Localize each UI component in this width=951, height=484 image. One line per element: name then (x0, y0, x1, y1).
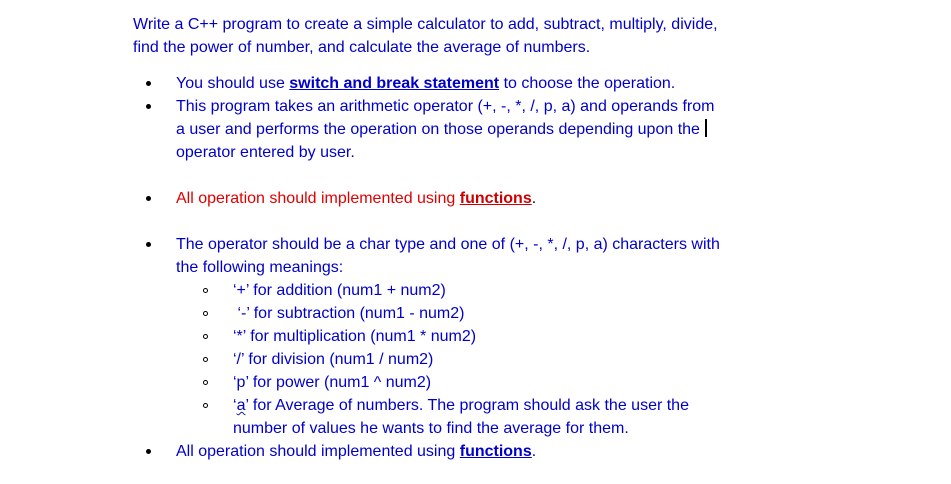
bullet-final-emphasis: functions (459, 443, 532, 460)
bullet-icon (146, 242, 151, 247)
operator-item-multiply (176, 325, 833, 348)
operator-item-subtract (176, 302, 833, 325)
intro-line-1: Write a C++ program to create a simple calculator to add, subtract, multiply, divide, (133, 16, 718, 33)
operator-text: ‘/’ for division (num1 / num2) (233, 351, 434, 368)
avg-letter: a (236, 397, 246, 414)
requirements-list (133, 72, 833, 463)
bullet-final-suffix: . (531, 443, 537, 460)
circle-bullet-icon (203, 311, 208, 316)
bullet-operator-line-1: The operator should be a char type and one of (+, -, *, /, p, a) characters with (176, 236, 720, 253)
operator-text: ‘-’ for subtraction (num1 - num2) (233, 305, 465, 322)
bullet-program-line-2: a user and performs the operation on those operands depending upon the (176, 121, 700, 138)
circle-bullet-icon (203, 380, 208, 385)
bullet-program (133, 95, 833, 164)
bullet-icon (146, 196, 151, 201)
bullet-operator-line-2: the following meanings: (176, 259, 344, 276)
bullet-operator-type (133, 233, 833, 440)
text-cursor (705, 119, 707, 137)
bullet-final-prefix: All operation should implemented using (176, 443, 460, 460)
bullet-functions-warning (133, 187, 833, 210)
circle-bullet-icon (203, 334, 208, 339)
circle-bullet-icon (203, 357, 208, 362)
intro-line-2: find the power of number, and calculate the average of numbers. (133, 39, 591, 56)
bullet-switch-emphasis: switch and break statement (289, 75, 500, 92)
bullet-functions-emphasis: functions (459, 190, 532, 207)
operator-item-add (176, 279, 833, 302)
bullet-program-line-3: operator entered by user. (176, 144, 355, 161)
avg-open-quote: ‘ (233, 397, 237, 414)
bullet-icon (146, 81, 151, 86)
bullet-functions-final (133, 440, 833, 463)
operator-item-power (176, 371, 833, 394)
intro-paragraph (133, 13, 833, 59)
bullet-switch-suffix: to choose the operation. (499, 75, 676, 92)
bullet-icon (146, 104, 151, 109)
operator-text: ‘*’ for multiplication (num1 * num2) (233, 328, 477, 345)
avg-line-1: ’ for Average of numbers. The program should ask the user the (245, 397, 689, 414)
bullet-program-line-1: This program takes an arithmetic operator (+, -, *, /, p, a) and operands from (176, 98, 715, 115)
bullet-icon (146, 449, 151, 454)
operator-text: ‘p’ for power (num1 ^ num2) (233, 374, 432, 391)
operator-item-divide (176, 348, 833, 371)
circle-bullet-icon (203, 288, 208, 293)
bullet-switch-prefix: You should use (176, 75, 290, 92)
avg-line-2: number of values he wants to find the average for them. (233, 420, 629, 437)
bullet-functions-suffix: . (531, 190, 537, 207)
bullet-functions-prefix: All operation should implemented using (176, 190, 460, 207)
operator-list (176, 279, 833, 440)
bullet-switch (133, 72, 833, 95)
document-body (133, 13, 833, 463)
operator-text: ‘+’ for addition (num1 + num2) (233, 282, 446, 299)
operator-item-average (176, 394, 833, 440)
circle-bullet-icon (203, 403, 208, 408)
